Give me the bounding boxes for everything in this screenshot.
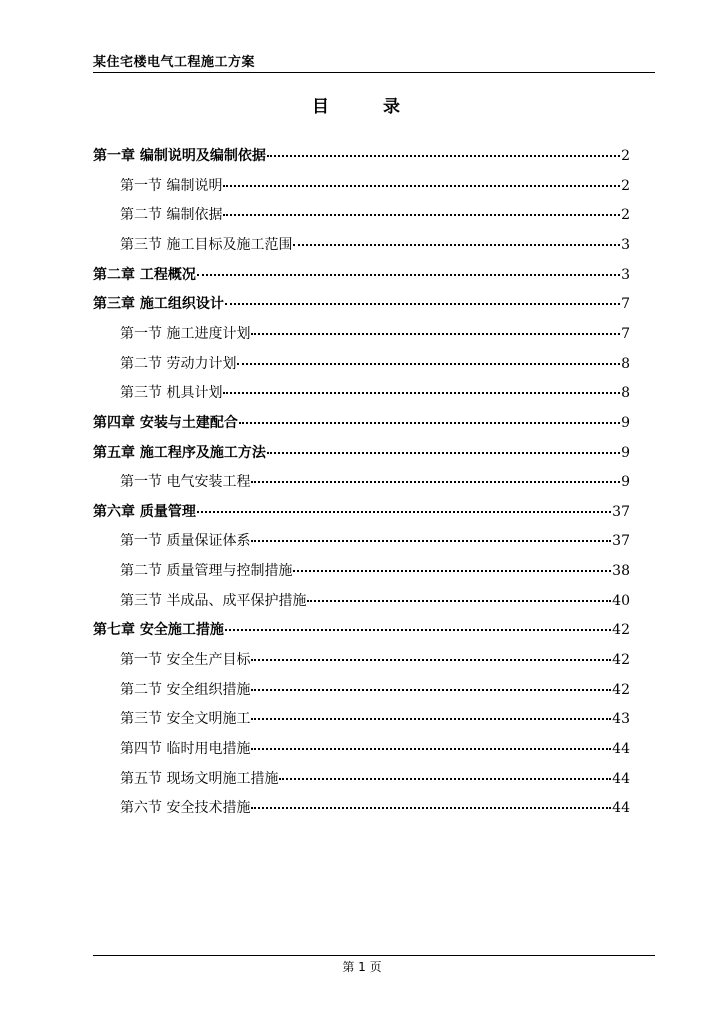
dot-leader xyxy=(251,689,611,691)
toc-section-entry[interactable] xyxy=(120,353,630,373)
toc-entry-label: 第一节 编制说明 xyxy=(120,177,223,194)
dot-leader xyxy=(251,718,611,720)
dot-leader xyxy=(279,778,611,780)
dot-leader xyxy=(293,244,620,246)
toc-section-entry[interactable] xyxy=(120,382,630,402)
toc-entry-page: 3 xyxy=(621,266,630,283)
dot-leader xyxy=(293,570,611,572)
dot-leader xyxy=(197,274,620,276)
dot-leader xyxy=(267,452,620,454)
toc-entry-label: 第六节 安全技术措施 xyxy=(120,800,251,817)
toc-entry-label: 第三节 施工目标及施工范围 xyxy=(120,236,293,253)
toc-entry-page: 42 xyxy=(612,681,630,698)
toc-section-entry[interactable] xyxy=(120,175,630,195)
dot-leader xyxy=(237,363,620,365)
toc-entry-page: 2 xyxy=(621,148,630,164)
toc-section-entry[interactable] xyxy=(120,234,630,254)
dot-leader xyxy=(251,659,611,661)
toc-entry-label: 第四节 临时用电措施 xyxy=(120,741,251,757)
dot-leader xyxy=(225,303,620,305)
toc-entry-page: 9 xyxy=(621,444,630,461)
toc-entry-label: 第六章 质量管理 xyxy=(93,503,196,520)
toc-section-entry[interactable] xyxy=(120,679,630,699)
toc-chapter-entry[interactable] xyxy=(93,501,630,521)
toc-entry-label: 第三节 机具计划 xyxy=(120,385,223,402)
toc-entry-page: 43 xyxy=(612,711,630,728)
dot-leader xyxy=(225,629,611,631)
toc-section-entry[interactable] xyxy=(120,649,630,669)
toc-entry-page: 37 xyxy=(612,533,630,550)
toc-section-entry[interactable] xyxy=(120,797,630,817)
toc-chapter-entry[interactable] xyxy=(93,264,630,284)
dot-leader xyxy=(239,422,620,424)
toc-entry-label: 第七章 安全施工措施 xyxy=(93,622,224,639)
toc-entry-label: 第二节 编制依据 xyxy=(120,207,223,224)
footer-rule xyxy=(93,955,655,956)
toc-entry-page: 2 xyxy=(621,207,630,224)
toc-entry-label: 第一节 质量保证体系 xyxy=(120,533,251,550)
dot-leader xyxy=(267,155,620,157)
toc-entry-label: 第一节 施工进度计划 xyxy=(120,325,251,342)
document-title: 某住宅楼电气工程施工方案 xyxy=(93,55,256,70)
toc-section-entry[interactable] xyxy=(120,590,630,610)
toc-chapter-entry[interactable] xyxy=(93,293,630,313)
toc-section-entry[interactable] xyxy=(120,708,630,728)
toc-entry-label: 第三节 半成品、成平保护措施 xyxy=(120,592,307,609)
toc-entry-page: 2 xyxy=(621,177,630,194)
toc-entry-page: 44 xyxy=(612,800,630,817)
dot-leader xyxy=(251,333,620,335)
toc-entry-label: 第一节 安全生产目标 xyxy=(120,652,251,669)
toc-entry-label: 第四章 安装与土建配合 xyxy=(93,414,238,431)
toc-entry-page: 9 xyxy=(621,414,630,431)
toc-chapter-entry[interactable] xyxy=(93,619,630,639)
toc-entry-label: 第三章 施工组织设计 xyxy=(93,296,224,313)
toc-entry-label: 第二章 工程概况 xyxy=(93,266,196,283)
dot-leader xyxy=(251,540,611,542)
toc-entry-page: 42 xyxy=(612,622,630,639)
toc-entry-label: 第二节 质量管理与控制措施 xyxy=(120,563,293,580)
toc-entry-label: 第三节 安全文明施工 xyxy=(120,711,251,728)
dot-leader xyxy=(251,807,611,809)
toc-entry-page: 44 xyxy=(612,770,630,787)
dot-leader xyxy=(197,511,611,513)
dot-leader xyxy=(223,392,620,394)
toc-entry-page: 40 xyxy=(612,592,630,609)
toc-entry-page: 3 xyxy=(621,236,630,253)
toc-section-entry[interactable] xyxy=(120,560,630,580)
toc-section-entry[interactable] xyxy=(120,768,630,788)
toc-entry-label: 第五章 施工程序及施工方法 xyxy=(93,444,266,461)
toc-section-entry[interactable] xyxy=(120,323,630,343)
toc-entry-page: 37 xyxy=(612,503,630,520)
toc-entry-label: 第二节 劳动力计划 xyxy=(120,355,237,372)
toc-entry-page: 7 xyxy=(621,325,630,342)
toc-entry-page: 38 xyxy=(612,563,630,580)
toc-entry-page: 8 xyxy=(621,385,630,402)
toc-entry-label: 第二节 安全组织措施 xyxy=(120,681,251,698)
toc-section-entry[interactable] xyxy=(120,738,630,758)
toc-entry-page: 44 xyxy=(612,741,630,757)
toc-entry-page: 8 xyxy=(621,355,630,372)
dot-leader xyxy=(251,481,620,483)
toc-entry-page: 42 xyxy=(612,652,630,669)
toc-heading: 目 录 xyxy=(312,97,424,117)
toc-chapter-entry[interactable] xyxy=(93,442,630,462)
toc-entry-page: 9 xyxy=(621,474,630,491)
dot-leader xyxy=(223,185,620,187)
toc-section-entry[interactable] xyxy=(120,204,630,224)
toc-entry-label: 第一节 电气安装工程 xyxy=(120,474,251,491)
toc-entry-label: 第五节 现场文明施工措施 xyxy=(120,770,279,787)
toc-entry-label: 第一章 编制说明及编制依据 xyxy=(93,148,266,164)
toc-chapter-entry[interactable] xyxy=(93,412,630,432)
page-number: 第 1 页 xyxy=(342,960,382,974)
toc-chapter-entry[interactable] xyxy=(93,145,630,165)
toc-section-entry[interactable] xyxy=(120,471,630,491)
dot-leader xyxy=(223,214,620,216)
dot-leader xyxy=(307,600,611,602)
toc-entry-page: 7 xyxy=(621,296,630,313)
page-header xyxy=(93,52,655,73)
dot-leader xyxy=(251,748,611,750)
toc-section-entry[interactable] xyxy=(120,530,630,550)
